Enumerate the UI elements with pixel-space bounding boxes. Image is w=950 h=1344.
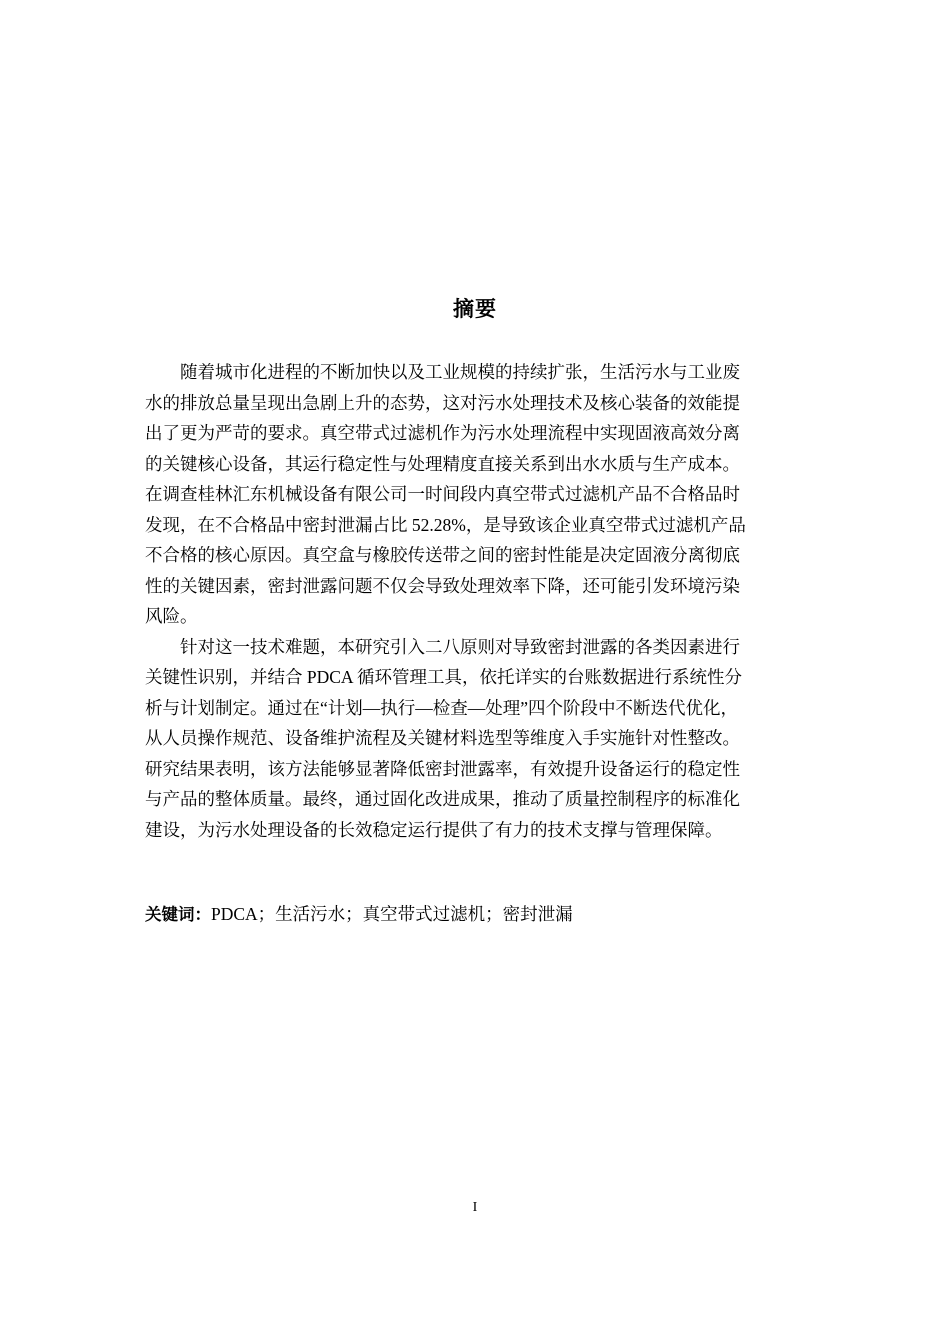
paragraph-line: 建设，为污水处理设备的长效稳定运行提供了有力的技术支撑与管理保障。 xyxy=(145,819,723,840)
keywords-text: PDCA；生活污水；真空带式过滤机；密封泄漏 xyxy=(211,904,573,924)
paragraph-line: 的关键核心设备，其运行稳定性与处理精度直接关系到出水水质与生产成本。 xyxy=(145,453,740,474)
page-number: I xyxy=(472,1200,478,1215)
paragraph-line: 性的关键因素，密封泄露问题不仅会导致处理效率下降，还可能引发环境污染 xyxy=(145,575,740,596)
paragraph-line: 关键性识别，并结合 PDCA 循环管理工具，依托详实的台账数据进行系统性分 xyxy=(145,667,742,687)
paragraph-1 xyxy=(145,357,809,632)
paragraph-line: 研究结果表明，该方法能够显著降低密封泄露率，有效提升设备运行的稳定性 xyxy=(145,758,740,779)
abstract-body xyxy=(145,357,809,845)
paragraph-line: 风险。 xyxy=(145,606,198,626)
page-title: 摘要 xyxy=(453,297,497,321)
paragraph-line: 析与计划制定。通过在“计划—执行—检查—处理”四个阶段中不断迭代优化， xyxy=(145,697,739,718)
paragraph-line: 随着城市化进程的不断加快以及工业规模的持续扩张，生活污水与工业废 xyxy=(180,362,740,382)
paragraph-line: 从人员操作规范、设备维护流程及关键材料选型等维度入手实施针对性整改。 xyxy=(145,728,740,748)
paragraph-line: 针对这一技术难题，本研究引入二八原则对导致密封泄露的各类因素进行 xyxy=(180,636,740,657)
paragraph-line: 发现，在不合格品中密封泄漏占比 52.28%，是导致该企业真空带式过滤机产品 xyxy=(145,514,746,535)
paragraph-line: 不合格的核心原因。真空盒与橡胶传送带之间的密封性能是决定固液分离彻底 xyxy=(145,545,740,565)
paragraph-line: 水的排放总量呈现出急剧上升的态势，这对污水处理技术及核心装备的效能提 xyxy=(145,392,740,413)
keywords-label: 关键词： xyxy=(145,905,211,924)
paragraph-line: 与产品的整体质量。最终，通过固化改进成果，推动了质量控制程序的标准化 xyxy=(145,789,740,809)
paragraph-2 xyxy=(145,632,809,846)
paragraph-line: 出了更为严苛的要求。真空带式过滤机作为污水处理流程中实现固液高效分离 xyxy=(145,423,740,443)
keywords xyxy=(145,899,573,930)
paragraph-line: 在调查桂林汇东机械设备有限公司一时间段内真空带式过滤机产品不合格品时 xyxy=(145,484,740,504)
